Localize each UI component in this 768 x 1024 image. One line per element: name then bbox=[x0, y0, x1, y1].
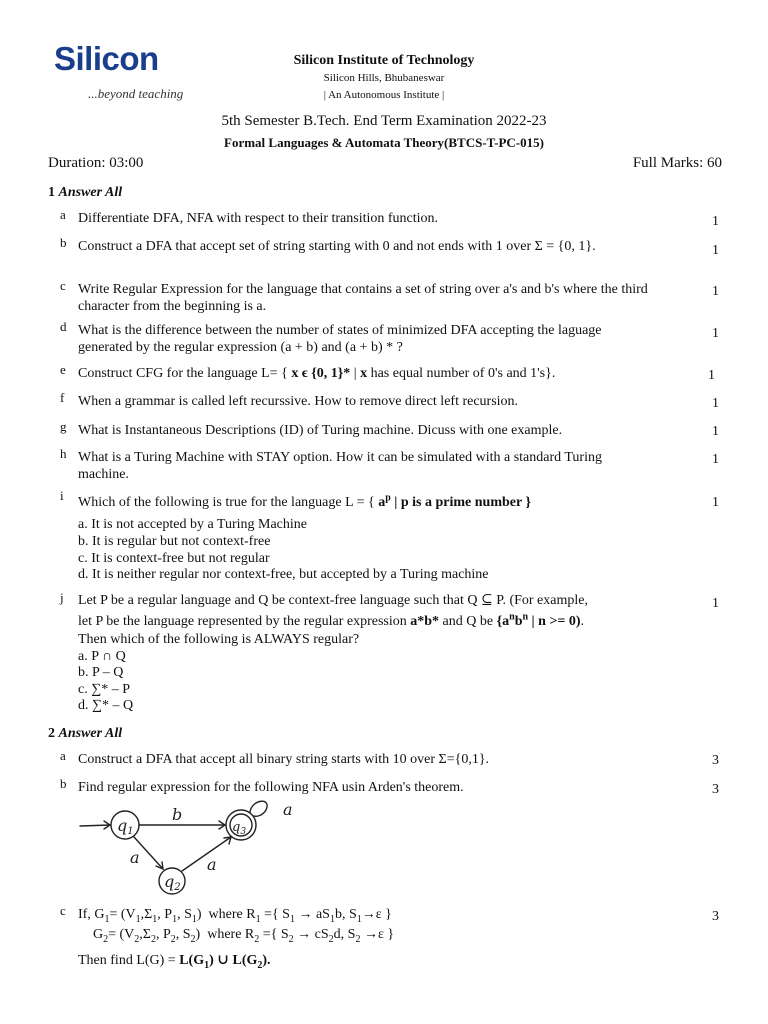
self-loop-q3 bbox=[250, 801, 267, 816]
option: d. It is neither regular nor context-free, but accepted by a Turing machine bbox=[78, 567, 489, 582]
question-marks: 1 bbox=[712, 452, 719, 467]
institute-name: Silicon Institute of Technology bbox=[293, 53, 475, 68]
question-text: Which of the following is true for the language L = { $a^p$ | p is a prime number } bbox=[78, 492, 531, 510]
question-text: What is Instantaneous Descriptions (ID) of Turing machine. Dicuss with one example. bbox=[78, 423, 563, 438]
question-marks: 1 bbox=[712, 424, 719, 439]
question-marks: 1 bbox=[712, 284, 719, 299]
option: b. P – Q bbox=[78, 665, 124, 680]
question-text: Let P be a regular language and Q be context-free language such that Q ⊆ P. (For example, bbox=[78, 593, 588, 608]
question-label: c bbox=[60, 903, 66, 918]
course-title: Formal Languages & Automata Theory(BTCS-T-PC-015) bbox=[224, 135, 544, 150]
loop-label-a: a bbox=[283, 800, 293, 819]
institute-location: Silicon Hills, Bhubaneswar bbox=[323, 72, 445, 84]
edge-label-a: a bbox=[130, 848, 140, 867]
autonomous-note: | An Autonomous Institute | bbox=[323, 89, 445, 101]
section-2-heading: 2 Answer All bbox=[48, 726, 123, 741]
question-marks: 1 bbox=[712, 326, 719, 341]
question-label: i bbox=[60, 488, 64, 503]
option: b. It is regular but not context-free bbox=[78, 534, 271, 549]
question-marks: 1 bbox=[712, 243, 719, 258]
state-q2-label: q2 bbox=[164, 872, 181, 893]
question-text-line-3: Then which of the following is ALWAYS regular? bbox=[78, 632, 360, 647]
start-arrow bbox=[80, 825, 110, 826]
option: a. It is not accepted by a Turing Machine bbox=[78, 517, 308, 532]
question-label: j bbox=[60, 590, 64, 605]
question-text-then: Then find $L(G) = L(G_1)$ ∪ $L(G_2)$. bbox=[78, 953, 271, 971]
question-marks: 3 bbox=[712, 753, 719, 768]
question-marks: 1 bbox=[712, 495, 719, 510]
full-marks: Full Marks: 60 bbox=[632, 155, 722, 171]
question-label: e bbox=[60, 362, 66, 377]
question-label: b bbox=[60, 235, 67, 250]
institute-logo: Silicon bbox=[54, 40, 159, 77]
question-marks: 3 bbox=[712, 909, 719, 924]
duration: Duration: 03:00 bbox=[48, 155, 144, 171]
question-marks: 1 bbox=[708, 368, 715, 383]
question-text: What is a Turing Machine with STAY option. How it can be simulated with a standard Turing machine. bbox=[78, 450, 602, 482]
question-text: What is the difference between the number of states of minimized DFA accepting the laguage generated by the regular expression (a + b) and (a + b) * ? bbox=[78, 323, 602, 355]
question-label: f bbox=[60, 390, 65, 405]
question-text: Find regular expression for the following NFA usin Arden's theorem. bbox=[78, 780, 464, 795]
question-text: Write Regular Expression for the language that contains a set of string over a's and b's where the third character from the beginning is a. bbox=[78, 282, 648, 314]
question-marks: 1 bbox=[712, 396, 719, 411]
question-label: g bbox=[60, 419, 67, 434]
question-label: d bbox=[60, 319, 67, 334]
option: d. ∑* – Q bbox=[78, 698, 134, 713]
question-label: c bbox=[60, 278, 66, 293]
option: c. ∑* – P bbox=[78, 682, 130, 697]
question-text: Differentiate DFA, NFA with respect to their transition function. bbox=[78, 211, 439, 226]
option: a. P ∩ Q bbox=[78, 649, 126, 664]
question-text: Construct a DFA that accept all binary string starts with 10 over Σ={0,1}. bbox=[78, 752, 490, 767]
edge-label-b: b bbox=[172, 805, 183, 824]
question-text: Construct a DFA that accept set of string starting with 0 and not ends with 1 over Σ = {0, 1}. bbox=[78, 239, 596, 254]
option: c. It is context-free but not regular bbox=[78, 551, 270, 566]
question-marks: 1 bbox=[712, 596, 719, 611]
question-text-g2: $G_2= (V_2,\Sigma_2$, $P_2$, $S_2$) where $R_2$ ={ $S_2 \to cS_2d$, $S_2 \to\varepsilon$ } bbox=[93, 927, 395, 945]
question-text-g1: If, $G_1= (V_1,\Sigma_1$, $P_1$, $S_1$) where $R_1$ ={ $S_1 \to aS_1b$, $S_1\to\varepsilon$ } bbox=[78, 907, 392, 925]
question-label: b bbox=[60, 776, 67, 791]
question-text: Construct CFG for the language L= { x ϵ {0, 1}* | x has equal number of 0's and 1's}. bbox=[78, 366, 556, 381]
state-q1-label: q1 bbox=[117, 816, 134, 837]
question-label: h bbox=[60, 446, 67, 461]
exam-title: 5th Semester B.Tech. End Term Examination 2022-23 bbox=[221, 113, 547, 129]
question-label: a bbox=[60, 748, 66, 763]
question-text-line-2: let P be the language represented by the regular expression a*b* and Q be {$a^nb^n$ | n >= 0). bbox=[78, 611, 585, 629]
question-marks: 3 bbox=[712, 782, 719, 797]
question-label: a bbox=[60, 207, 66, 222]
logo-tagline: ...beyond teaching bbox=[88, 86, 184, 101]
state-q3-label: $q_3$ bbox=[232, 820, 247, 837]
nfa-diagram bbox=[76, 795, 316, 895]
section-1-heading: 1 Answer All bbox=[48, 185, 123, 200]
edge-label-a: a bbox=[207, 855, 217, 874]
question-text: When a grammar is called left recurssive. How to remove direct left recursion. bbox=[78, 394, 519, 409]
question-marks: 1 bbox=[712, 214, 719, 229]
